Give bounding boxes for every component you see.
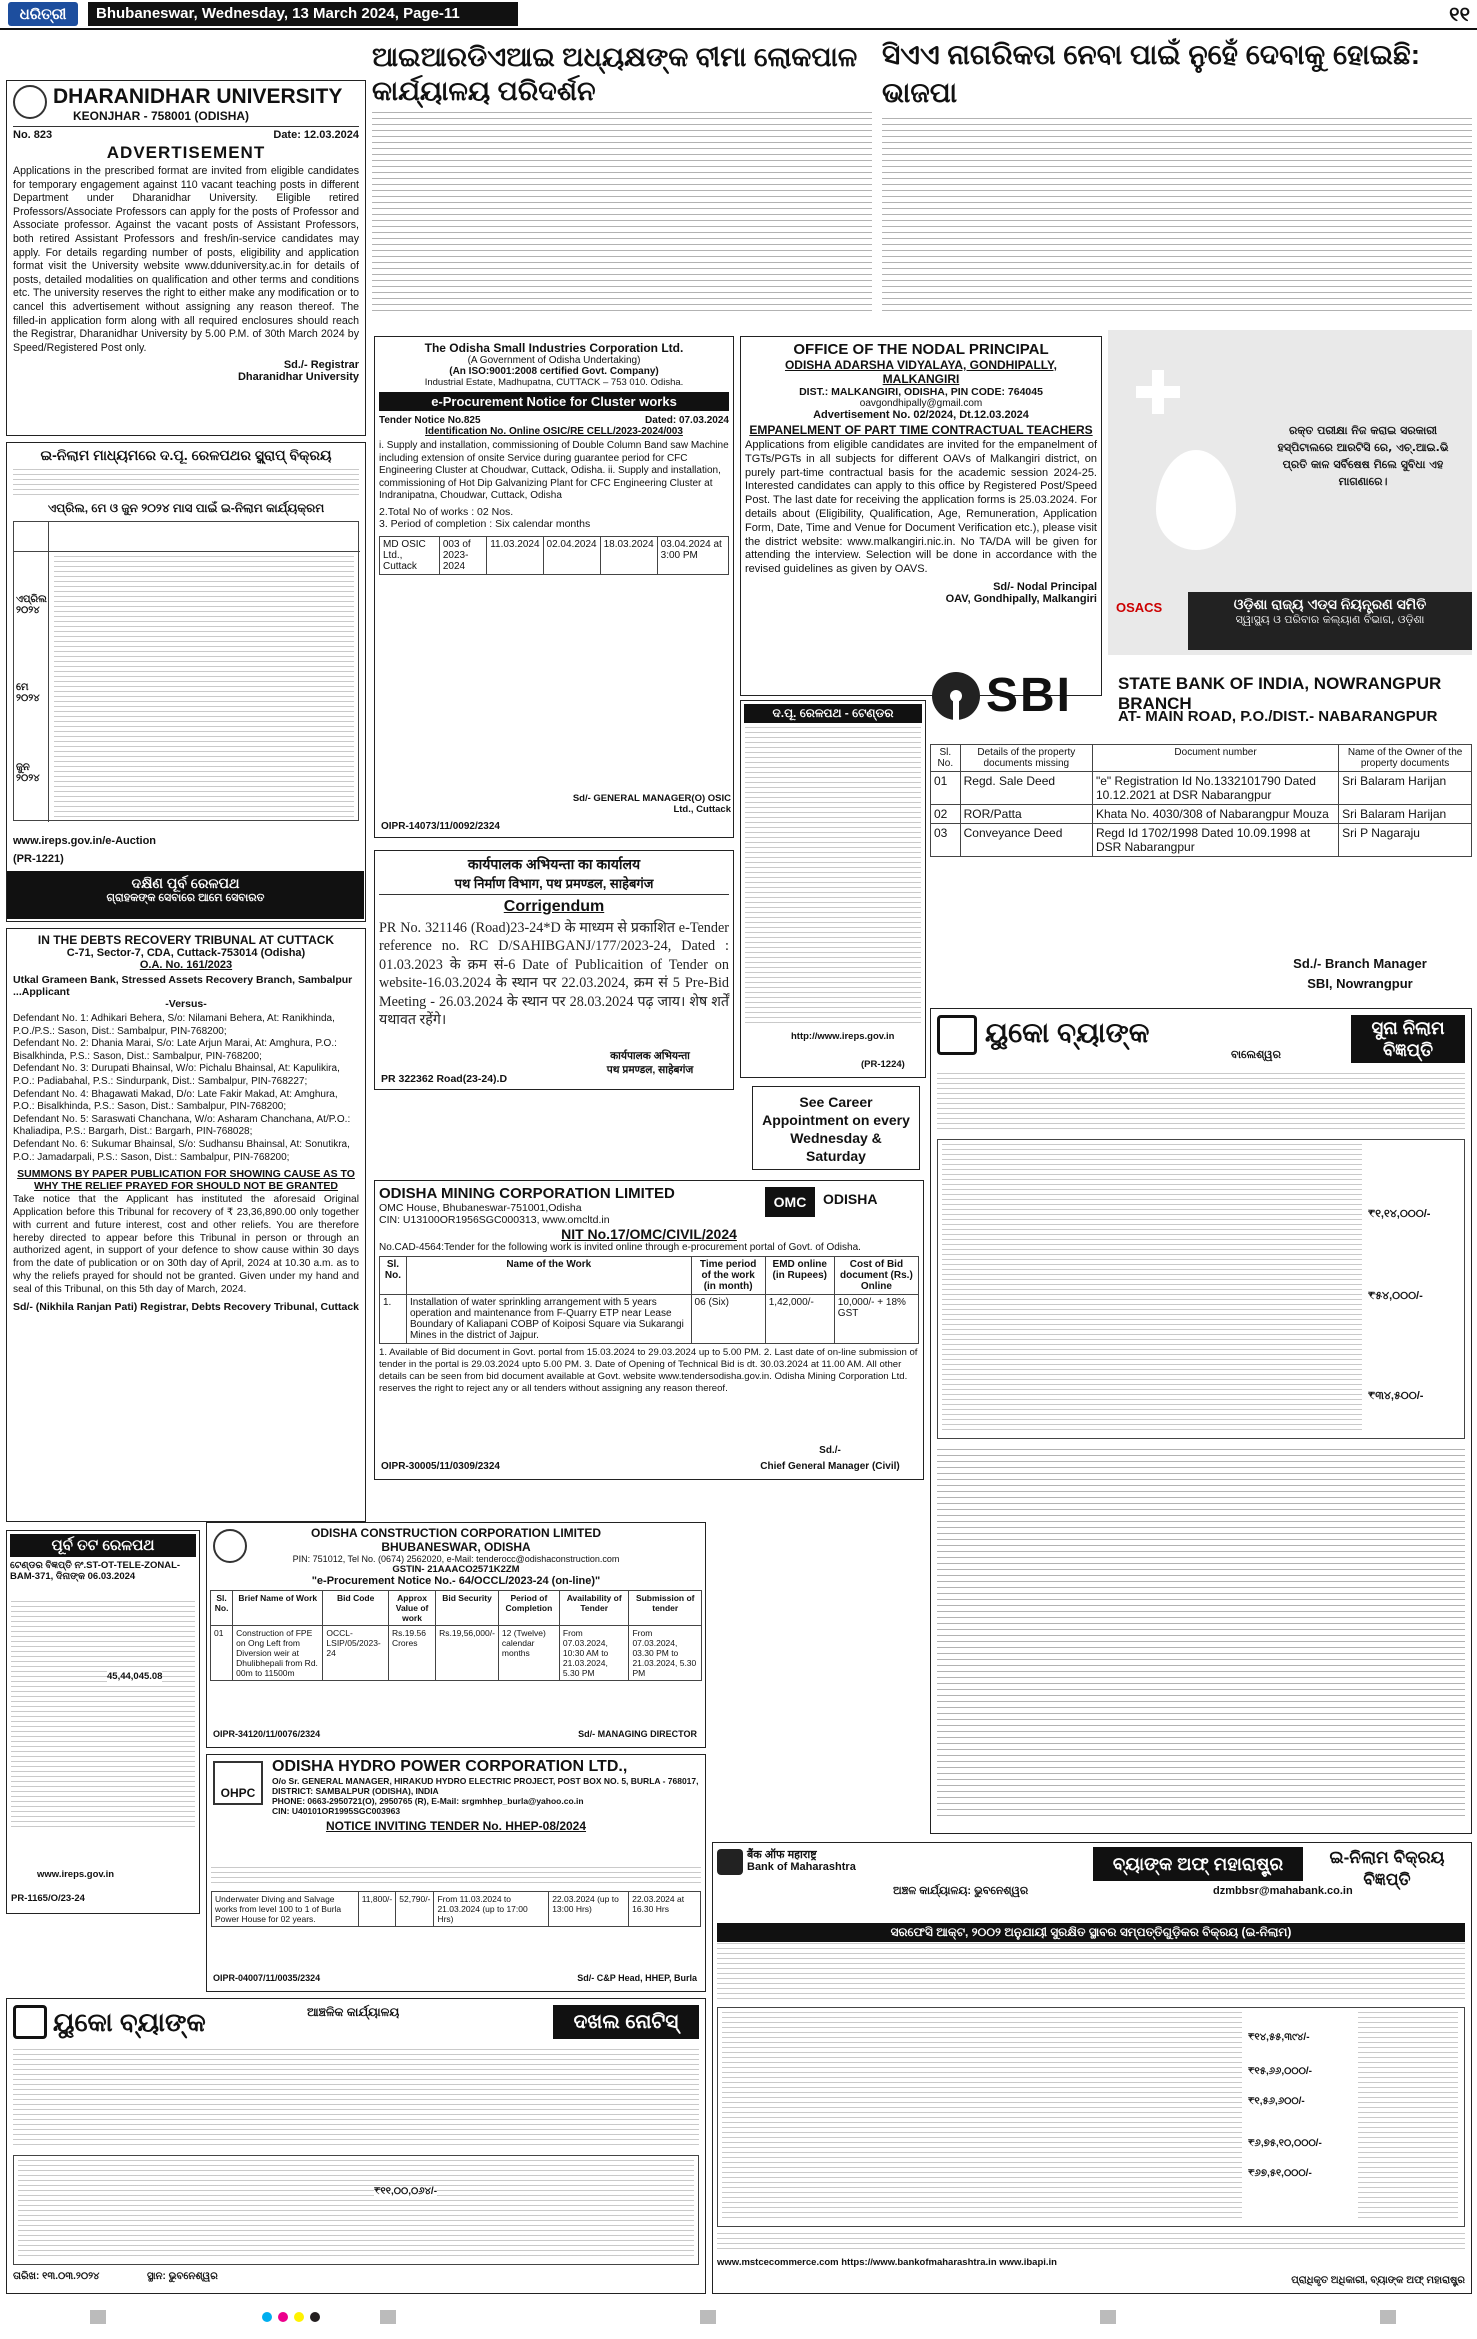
bom-e-auction [712, 1842, 1472, 2294]
osacs-org: ଓଡ଼ିଶା ରାଜ୍ୟ ଏଡ୍ସ ନିୟନ୍ତ୍ରଣ ସମିତି [1233, 596, 1427, 612]
month-may: ମେ ୨୦୨୪ [16, 682, 40, 704]
oav-notice [740, 336, 1102, 696]
occl-city: BHUBANESWAR, ODISHA [381, 1540, 531, 1554]
caa-headline: ସିଏଏ ନାଗରିକତା ନେବା ପାଇଁ ନୁହେଁ ଦେବାକୁ ହୋଇଛି: ଭାଜପା [882, 39, 1421, 108]
odisha-logo: ODISHA [823, 1191, 878, 1207]
defendant-2: Defendant No. 2: Dhania Marai, S/o: Late Arjun Marai, At: Amghura, P.O.: Bisalkhinda, P.S.: Sason, Dist.: Sambalpur, PIN-768200; [13, 1038, 337, 1062]
caa-story-text [882, 118, 1472, 314]
uco-place: ବାଲେଶ୍ୱର [1231, 1049, 1281, 1061]
ohpc-address: O/o Sr. GENERAL MANAGER, HIRAKUD HYDRO ELECTRIC PROJECT, POST BOX NO. 5, BURLA - 768017, DISTRICT: SAMBALPUR (ODISHA), INDIA [272, 1776, 699, 1796]
registrar-org: Dharanidhar University [237, 371, 359, 384]
pwd-heading: Corrigendum [503, 898, 605, 915]
career-promo [752, 1086, 920, 1170]
bom-title: ବ୍ୟାଙ୍କ ଅଫ୍ ମହାରାଷ୍ଟ୍ର [1093, 1847, 1303, 1881]
sbi-th: Name of the Owner of the property documents [1339, 745, 1472, 772]
bom-hindi: बैंक ऑफ महाराष्ट्र [747, 1849, 817, 1861]
omc-cin: CIN: U13100OR1956SGC000313, www.omcltd.in [379, 1214, 610, 1226]
pwd-corrigendum [374, 850, 734, 1090]
bom-email[interactable]: dzmbbsr@mahabank.co.in [1213, 1885, 1353, 1897]
scrap-pr-number: (PR-1221) [13, 853, 64, 865]
ad-body: Applications in the prescribed format are invited from eligible candidates for temporary engagement against 110 vacant teaching posts in different Department under Dharanidhar University. Eligible retired Professors/Associate Professors can apply for the posts of Professor and Associate professor. Against the vacant posts of Assistant Professors, both retired Assistant Professors and fresh/in-service candidates may apply. For details regarding number of posts, eligibility and application format visit the University website www.dduniversity.ac.in for details of posts, detailed modalities on qualification and other terms and conditions etc. The university reserves the right to either make any modification or to cancel this advertisement without assigning any reason thereof. The filled-in application form along with all required enclosures should reach the Registrar, Dharanidhar University by 5.00 P.M. of 30th March 2024 by Speed/Registered Post only. [13, 165, 359, 354]
irdai-headline: ଆଇଆରଡିଏଆଇ ଅଧ୍ୟକ୍ଷଙ୍କ ବୀମା ଲୋକପାଳ କାର୍ଯ୍ୟାଳୟ ପରିଦର୍ଶନ [372, 42, 858, 106]
occl-oipr: OIPR-34120/11/0076/2324 [213, 1729, 321, 1739]
osacs-ad [1108, 330, 1472, 655]
osic-cell: 03.04.2024 at 3:00 PM [657, 536, 728, 574]
osacs-logo: OSACS [1116, 600, 1163, 615]
sbi-cell: ROR/Patta [960, 805, 1092, 824]
ecor-link[interactable]: http://www.ireps.gov.in [791, 1031, 895, 1042]
sbi-notice [930, 664, 1472, 1000]
sbi-cell: Conveyance Deed [960, 824, 1092, 857]
omc-notes: 1. Available of Bid document in Govt. portal from 15.03.2024 to 29.03.2024 up to 5.00 PM. 2. Last date of on-line submission of tender in the portal is 29.03.2024 upto 5.00 PM. 3. Date of Opening of Technical Bid is dt. 30.03.2024 at 11.00 AM. All other details can be seen from bid document available at Govt. website www.tendersodisha.gov.in. Odisha Mining Corporation Ltd. reserves the right to reject any or all tenders without assigning any reason thereof. [379, 1347, 918, 1394]
defendant-5: Defendant No. 5: Saraswati Chanchana, W/o: Asharam Chanchana, At/P.O.: Khaliadipa, P.S.: Bargarh, Dist.: Bargarh, PIN-768028; [13, 1113, 351, 1138]
masthead-dateline: Bhubaneswar, Wednesday, 13 March 2024, Page-11 [88, 2, 518, 26]
bom-amount-4: ₹୬,୭୫,୧୦,୦୦୦/- [1248, 2138, 1322, 2149]
pwd-sub: पथ निर्माण विभाग, पथ प्रमण्डल, साहेबगंज [379, 874, 729, 895]
sbi-documents-table [930, 744, 1472, 857]
osacs-banner [1188, 592, 1472, 650]
occl-th: Bid Security [436, 1591, 499, 1626]
ecor-tender-2 [6, 1530, 200, 1914]
osic-cell: 003 of 2023-2024 [439, 536, 486, 574]
ohpc-date-3: 22.03.2024 at 16.30 Hrs [629, 1892, 701, 1927]
bom-amount-1: ₹୧୪,୫୫,୩୯୪/- [1248, 2032, 1310, 2043]
masthead-logo: ଧରିତ୍ରୀ [8, 2, 78, 26]
university-title: DHARANIDHAR UNIVERSITY [53, 85, 343, 108]
osic-banner: e-Procurement Notice for Cluster works [379, 392, 729, 411]
occl-gstin: GSTIN- 21AAACO2571K2ZM [392, 1564, 520, 1575]
occl-th: Availability of Tender [559, 1591, 629, 1626]
omc-address: OMC House, Bhubaneswar-751001,Odisha [379, 1202, 582, 1214]
omc-title: ODISHA MINING CORPORATION LIMITED [379, 1185, 675, 1202]
university-logo [13, 85, 47, 119]
uco2-amount: ₹୧୧,୦୦,୦୬୪/- [374, 2186, 438, 2197]
sbi-logo-icon [932, 672, 980, 720]
cmyk-dot-black [310, 2312, 320, 2322]
ohpc-logo: OHPC [213, 1761, 263, 1805]
cmyk-dot-magenta [278, 2312, 288, 2322]
bom-property-table [717, 2007, 1465, 2227]
ohpc-emd: 52,790/- [396, 1892, 434, 1927]
osic-title: The Odisha Small Industries Corporation Ltd. [424, 341, 684, 355]
occl-logo-icon [213, 1529, 247, 1563]
drt-versus: -Versus- [165, 998, 207, 1010]
omc-cell: Installation of water sprinkling arrangement with 5 years operation and maintenance from F-Quarry ETP near Lease Boundary of Kaliapani COBP of Koiposi Square via Sukarangi Mines in the district of Jajpur. [406, 1295, 691, 1344]
occl-th: Approx Value of work [388, 1591, 435, 1626]
occl-tender [206, 1522, 706, 1748]
osic-cell: 11.03.2024 [487, 536, 543, 574]
oav-email: oavgondhipally@gmail.com [859, 398, 983, 409]
sbi-cell: Regd. Sale Deed [960, 772, 1092, 805]
oav-sign2: OAV, Gondhipally, Malkangiri [945, 592, 1097, 605]
pwd-title: कार्यपालक अभियन्ता का कार्यालय [467, 856, 641, 872]
page-number: ୧୧ [1449, 2, 1470, 26]
osic-sub1: (A Government of Odisha Undertaking) [467, 355, 641, 366]
oav-heading: EMPANELMENT OF PART TIME CONTRACTUAL TEACHERS [749, 423, 1093, 437]
osacs-message: ରକ୍ତ ପରୀକ୍ଷା ନିଜ କରାଇ ସରକାରୀ ହସ୍ପିଟାଲରେ ଆରଟିସି ରେ, ଏଚ୍.ଆଇ.ଭି ପ୍ରତି କାଳ ସର୍ବିଷେଷ ମିଲେ ସୁବିଧା ଏହ ମାଗଣାରେ। [1277, 424, 1449, 488]
occl-banner: "e-Procurement Notice No.- 64/OCCL/2023-24 (on-line)" [311, 1575, 601, 1587]
scrap-auction-ad [6, 442, 366, 922]
ohpc-table [211, 1891, 701, 1927]
omc-th: Sl. No. [380, 1257, 407, 1295]
omc-th: Name of the Work [406, 1257, 691, 1295]
drt-summons-heading: SUMMONS BY PAPER PUBLICATION FOR SHOWING CAUSE AS TO WHY THE RELIEF PRAYED FOR SHOULD NOT BE GRANTED [17, 1168, 355, 1193]
omc-nit: NIT No.17/OMC/CIVIL/2024 [561, 1226, 737, 1242]
osic-cell: 02.04.2024 [543, 536, 600, 574]
oav-district: DIST.: MALKANGIRI, ODISHA, PIN CODE: 764045 [799, 386, 1043, 398]
pwd-sign1: कार्यपालक अभियन्ता [610, 1050, 690, 1062]
omc-cad: No.CAD-4564:Tender for the following work is invited online through e-procurement portal of Govt. of Odisha. [379, 1242, 861, 1253]
uco2-name: ୟୁକୋ ବ୍ୟାଙ୍କ [53, 2007, 206, 2037]
ohpc-oipr: OIPR-04007/11/0035/2324 [213, 1973, 321, 1983]
bom-sarfaesi: ସରଫେସି ଆକ୍ଟ, ୨୦୦୨ ଅନୁଯାୟୀ ସୁରକ୍ଷିତ ସ୍ଥାବର ସମ୍ପତ୍ତିଗୁଡ଼ିକର ବିକ୍ରୟ (ଇ-ନିଲାମ) [717, 1923, 1465, 1942]
ecor2-link[interactable]: www.ireps.gov.in [37, 1869, 115, 1880]
ohpc-title: ODISHA HYDRO POWER CORPORATION LTD., [272, 1758, 628, 1775]
ecor2-pr: PR-1165/O/23-24 [11, 1893, 85, 1904]
uco2-date: ତାରିଖ: ୧୩.୦୩.୨୦୨୪ [13, 2271, 100, 2282]
sbi-cell: Sri P Nagaraju [1339, 824, 1472, 857]
occl-table [210, 1590, 702, 1681]
sbi-th: Details of the property documents missing [960, 745, 1092, 772]
ohpc-heading: NOTICE INVITING TENDER No. HHEP-08/2024 [325, 1819, 587, 1833]
osic-cell: 18.03.2024 [600, 536, 657, 574]
omc-th: EMD online (in Rupees) [765, 1257, 834, 1295]
pwd-pr: PR 322362 Road(23-24).D [381, 1073, 508, 1085]
occl-th: Bid Code [323, 1591, 389, 1626]
sbi-th: Document number [1092, 745, 1338, 772]
bom-logo-icon [717, 1849, 743, 1875]
sbi-cell: Regd Id 1702/1998 Dated 10.09.1998 at DSR Nabarangpur [1092, 824, 1338, 857]
bom-tag: ଇ-ନିଲାମ ବିକ୍ରୟ ବିଜ୍ଞପ୍ତି [1329, 1848, 1445, 1889]
ad-date: Date: 12.03.2024 [273, 129, 359, 141]
occl-th: Period of Completion [498, 1591, 559, 1626]
scrap-schedule-table [13, 521, 359, 821]
osic-identification: Identification No. Online OSIC/RE CELL/2023-2024/003 [425, 426, 683, 437]
defendant-4: Defendant No. 4: Bhagawati Makad, D/o: Late Fakir Makad, At: Amghura, P.O.: Bisalkhinda, P.S.: Sason, Dist.: Sambalpur, PIN-768200; [13, 1088, 338, 1113]
occl-cell: Rs.19,56,000/- [436, 1626, 499, 1681]
osacs-dept: ସ୍ୱାସ୍ଥ୍ୟ ଓ ପରିବାର କଲ୍ୟାଣ ବିଭାଗ, ଓଡ଼ିଶା [1235, 613, 1425, 626]
month-april: ଏପ୍ରିଲ ୨୦୨୪ [16, 594, 47, 616]
month-june: ଜୁନ ୨୦୨୪ [16, 762, 40, 784]
ohpc-tender [206, 1754, 706, 1992]
occl-title: ODISHA CONSTRUCTION CORPORATION LIMITED [311, 1526, 601, 1540]
career-text: See Career Appointment on every Wednesday & Saturday [762, 1094, 910, 1164]
osic-oipr: OIPR-14073/11/0092/2324 [381, 821, 500, 832]
irdai-story-text [372, 112, 872, 312]
occl-sign: Sd/- MANAGING DIRECTOR [578, 1729, 697, 1739]
drt-notice [6, 928, 366, 1522]
bom-amount-3: ₹୧,୫୬,୬୦୦/- [1248, 2096, 1305, 2107]
pwd-sign2: पथ प्रमण्डल, साहेबगंज [606, 1064, 694, 1076]
ohpc-desc: Underwater Diving and Salvage works from level 100 to 1 of Burla Power House for 02 years. [212, 1892, 359, 1927]
drt-address: C-71, Sector-7, CDA, Cuttack-753014 (Odisha) [66, 947, 306, 959]
occl-th: Submission of tender [629, 1591, 702, 1626]
omc-tender [374, 1180, 924, 1480]
uco-amount-3: ₹୩୪,୫୦୦/- [1368, 1390, 1424, 1402]
osic-sub2: (An ISO:9001:2008 certified Govt. Company) [449, 366, 659, 377]
ad-number: No. 823 [13, 129, 53, 141]
osic-details-table [379, 536, 729, 575]
ohpc-date-1: From 11.03.2024 to 21.03.2024 (up to 17:00 Hrs) [434, 1892, 549, 1927]
print-registration-marks [0, 2300, 1477, 2339]
omc-cell: 1,42,000/- [765, 1295, 834, 1344]
sbi-title: STATE BANK OF INDIA, NOWRANGPUR BRANCH [1118, 674, 1442, 713]
bom-sign: ପ୍ରାଧିକୃତ ଅଧିକାରୀ, ବ୍ୟାଙ୍କ ଅଫ୍ ମହାରାଷ୍ଟ୍ର [1291, 2275, 1465, 2286]
osic-tender-date: Dated: 07.03.2024 [645, 415, 729, 426]
uco2-table [13, 2155, 699, 2265]
osic-sign: Sd/- GENERAL MANAGER(O) OSIC Ltd., Cuttack [572, 793, 731, 815]
scrap-footer: ଦକ୍ଷିଣ ପୂର୍ବ ରେଳପଥ ଗ୍ରାହକଙ୍କ ସେବାରେ ଆମେ ସେବାରତ [7, 871, 364, 919]
defendant-6: Defendant No. 6: Sukumar Bhainsal, S/o: Sudhansu Bhainsal, At: Sonutikra, P.O.: Jamadarpali, P.S.: Sason, Dist.: Sambalpur, PIN-768200; [13, 1138, 350, 1163]
oav-title: OFFICE OF THE NODAL PRINCIPAL [793, 341, 1049, 358]
registrar-sign: Sd./- Registrar [283, 359, 359, 372]
uco-gold-auction [930, 1008, 1472, 1834]
occl-th: Brief Name of Work [233, 1591, 323, 1626]
uco2-logo-icon [13, 2005, 47, 2039]
cmyk-dot-yellow [294, 2312, 304, 2322]
uco-name: ୟୁକୋ ବ୍ୟାଙ୍କ [985, 1017, 1150, 1048]
medical-cross-icon [1136, 370, 1180, 414]
osic-tender [374, 336, 734, 838]
bom-amount-5: ₹୬୭,୫୧,୦୦୦/- [1248, 2168, 1312, 2179]
ohpc-cin: CIN: U40101OR1995SGC003963 [272, 1806, 401, 1816]
drt-body: Take notice that the Applicant has instituted the aforesaid Original Application before this Tribunal for recovery of ₹ 23,36,890.00 only together with current and future interest, cost and other reliefs. You are therefore hereby directed to appear before this Tribunal in person or through an authorized agent, in support of your defence to show cause within 30 days from the date of publication or on 30th day of April, 2024 at 10.30 a.m. as to why the reliefs prayed for should not be granted. Given under my hand and seal of this Tribunal, on this 5th day of March, 2024. [13, 1194, 359, 1295]
sbi-cell: Khata No. 4030/308 of Nabarangpur Mouza [1092, 805, 1338, 824]
occl-cell: OCCL-LSIP/05/2023-24 [323, 1626, 389, 1681]
omc-sign1: Sd./- [819, 1445, 841, 1456]
omc-cell: 1. [380, 1295, 407, 1344]
sbi-th: Sl. No. [931, 745, 961, 772]
ecor-title: ଦ.ପୂ. ରେଳପଥ - ଟେଣ୍ଡର [744, 704, 922, 723]
occl-cell: 01 [211, 1626, 233, 1681]
occl-th: Sl. No. [211, 1591, 233, 1626]
occl-cell: 12 (Twelve) calendar months [498, 1626, 559, 1681]
osic-cell: MD OSIC Ltd., Cuttack [380, 536, 440, 574]
uco-logo-icon [937, 1015, 977, 1055]
omc-oipr: OIPR-30005/11/0309/2324 [381, 1461, 500, 1472]
uco-amount-2: ₹୫୪,୦୦୦/- [1368, 1290, 1423, 1302]
omc-sign2: Chief General Manager (Civil) [760, 1461, 900, 1472]
ecor2-tender: ଟେଣ୍ଡର ବିଜ୍ଞପ୍ତି ନଂ.ST-OT-TELE-ZONAL-BAM-371, ଦିନାଙ୍କ 06.03.2024 [10, 1560, 181, 1582]
osic-tender-no: Tender Notice No.825 [379, 415, 481, 426]
osic-work: i. Supply and installation, commissioning of Double Column Band saw Machine including extension of onsite Service during guarantee period for CFC Engineering Cluster at Choudwar, Cuttack, Odisha. ii. Supply and installation, commissioning of Hot Dip Galvanizing Plant for CFC Engineering Cluster at Indranipatna, Choudwar, Cuttack, Odisha [379, 440, 729, 501]
sbi-cell: 02 [931, 805, 961, 824]
ohpc-date-2: 22.03.2024 (up to 13:00 Hrs) [549, 1892, 629, 1927]
scrap-title: ଇ-ନିଲାମ ମାଧ୍ୟମରେ ଦ.ପୂ. ରେଳପଥର ସ୍କ୍ରାପ୍ ବିକ୍ରୟ [40, 447, 332, 463]
omc-cell: 10,000/- + 18% GST [834, 1295, 918, 1344]
drt-applicant: Utkal Grameen Bank, Stressed Assets Recovery Branch, Sambalpur ...Applicant [13, 974, 353, 998]
dharanidhar-ad [6, 80, 366, 436]
osic-period: 3. Period of completion : Six calendar months [379, 517, 591, 530]
sbi-cell: 01 [931, 772, 961, 805]
sbi-cell: Sri Balaram Harijan [1339, 805, 1472, 824]
oav-ad-number: Advertisement No. 02/2024, Dt.12.03.2024 [813, 409, 1029, 421]
uco2-office: ଆଞ୍ଚଳିକ କାର୍ଯ୍ୟାଳୟ [307, 2005, 400, 2019]
occl-cell: From 07.03.2024, 03.30 PM to 21.03.2024, 5.30 PM [629, 1626, 702, 1681]
occl-cell: Rs.19.56 Crores [388, 1626, 435, 1681]
bom-amount-2: ₹୧୫,୬୬,୦୦୦/- [1248, 2066, 1312, 2077]
uco2-place: ସ୍ଥାନ: ଭୁବନେଶ୍ୱର [147, 2271, 218, 2282]
blood-drop-icon [1156, 450, 1236, 550]
scrap-subtitle: ଏପ୍ରିଲ, ମେ ଓ ଜୁନ ୨୦୨୪ ମାସ ପାଇଁ ଇ-ନିଲାମ କାର୍ଯ୍ୟକ୍ରମ [47, 501, 325, 515]
bom-en: Bank of Maharashtra [747, 1861, 856, 1873]
sbi-cell: 03 [931, 824, 961, 857]
sbi-sign2: SBI, Nowrangpur [1307, 976, 1413, 991]
ecor2-title: ପୂର୍ବ ତଟ ରେଳପଥ [10, 1534, 196, 1557]
sbi-cell: "e" Registration Id No.1332101790 Dated 10.12.2021 at DSR Nabarangpur [1092, 772, 1338, 805]
sbi-address: AT- MAIN ROAD, P.O./DIST.- NABARANGPUR [1118, 708, 1438, 725]
ireps-auction-link[interactable]: www.ireps.gov.in/e-Auction [13, 835, 157, 847]
pwd-body: PR No. 321146 (Road)23-24*D के माध्यम से प्रकाशित e-Tender reference no. RC D/SAHIBGANJ/177/2023-24, Dated : 01.03.2023 के क्रम सं-6 Date of Publicaition of Tender on website-16.03.2024 के स्थान पर 22.03.2024, क्रम सं 5 Pre-Bid Meeting - 26.03.2024 के स्थान पर 28.03.2024 पढ़ जाय। शेष शर्तें यथावत रहेंगे। [379, 920, 729, 1029]
uco2-title: ଦଖଲ ନୋଟିସ୍ [553, 2005, 699, 2039]
ohpc-sign: Sd/- C&P Head, HHEP, Burla [577, 1973, 697, 1983]
drt-sign: Sd/- (Nikhila Ranjan Pati) Registrar, Debts Recovery Tribunal, Cuttack [13, 1300, 360, 1313]
ecor2-emd: 45,44,045.08 [107, 1671, 163, 1682]
defendant-3: Defendant No. 3: Durupati Bhainsal, W/o: Pichalu Bhainsal, At: Kapulikira, P.O.: Padiabahal, P.S.: Sindurpank, Dist.: Sambalpur, PIN-768227; [13, 1063, 340, 1087]
ohpc-cost: 11,800/- [358, 1892, 396, 1927]
bom-office: ଅଞ୍ଚଳ କାର୍ଯ୍ୟାଳୟ: ଭୁବନେଶ୍ୱର [893, 1885, 1029, 1897]
sbi-cell: Sri Balaram Harijan [1339, 772, 1472, 805]
osic-address: Industrial Estate, Madhupatna, CUTTACK – 753 010. Odisha. [424, 377, 684, 388]
omc-logo: OMC [765, 1187, 815, 1217]
university-address: KEONJHAR - 758001 (ODISHA) [73, 109, 250, 123]
uco-amount-1: ₹୧,୧୪,୦୦୦/- [1368, 1208, 1431, 1220]
osic-total-works: 2.Total No of works : 02 Nos. [379, 505, 514, 518]
oav-sign1: Sd/- Nodal Principal [993, 580, 1097, 593]
sbi-sign1: Sd./- Branch Manager [1293, 956, 1427, 971]
occl-cell: Construction of FPE on Ong Left from Diversion weir at Dhulibhepali from Rd. 00m to 11500m [233, 1626, 323, 1681]
ad-heading: ADVERTISEMENT [106, 143, 266, 162]
ecor-tender [740, 700, 926, 1078]
drt-title: IN THE DEBTS RECOVERY TRIBUNAL AT CUTTACK [37, 933, 335, 947]
oav-body: Applications from eligible candidates are invited for the empanelment of TGTs/PGTs in all subjects for different OAVs of Malkangiri district, on purely part-time contractual basis for the academic session 2024-25. Interested candidates can apply to this office by Registered Post/Speed Post. The last date for receiving the application forms is 25.03.2024. For details about (Eligibility, Qualification, Age, Remuneration, Application Form, Date, Time and Venue for Document Verification etc.), please visit the district website: www.malkangiri.nic.in. No TA/DA will be given for attending the interview. Selection will be done in accordance with the revised guidelines as given by OAVS. [745, 439, 1097, 576]
ohpc-phone: PHONE: 0663-2950721(O), 2950765 (R), E-Mail: srgmhhep_burla@yahoo.co.in [272, 1796, 584, 1806]
oav-sub: ODISHA ADARSHA VIDYALAYA, GONDHIPALLY, MALKANGIRI [784, 358, 1058, 386]
occl-address: PIN: 751012, Tel No. (0674) 2562020, e-Mail: tenderocc@odishaconstruction.com [292, 1554, 620, 1564]
defendant-1: Defendant No. 1: Adhikari Behera, S/o: Nilamani Behera, At: Ranikhinda, P.O./P.S.: Sason, Dist.: Sambalpur, PIN-768200; [13, 1013, 335, 1037]
omc-th: Time period of the work (in month) [691, 1257, 765, 1295]
drt-oa: O.A. No. 161/2023 [139, 959, 233, 971]
omc-table [379, 1256, 919, 1344]
omc-cell: 06 (Six) [691, 1295, 765, 1344]
bom-sites[interactable]: www.mstcecommerce.com https://www.bankofmaharashtra.in www.ibapi.in [717, 2257, 1057, 2268]
masthead [0, 0, 1477, 30]
sbi-logo: SBI [986, 669, 1073, 722]
uco-gold-table [937, 1139, 1465, 1439]
uco-gold-title: ସୁନା ନିଲାମ ବିଜ୍ଞପ୍ତି [1351, 1015, 1465, 1063]
cmyk-dot-cyan [262, 2312, 272, 2322]
omc-th: Cost of Bid document (Rs.) Online [834, 1257, 918, 1295]
ecor-pr: (PR-1224) [861, 1059, 905, 1070]
uco-possession-notice [6, 1998, 706, 2294]
occl-cell: From 07.03.2024, 10:30 AM to 21.03.2024, 5.30 PM [559, 1626, 629, 1681]
